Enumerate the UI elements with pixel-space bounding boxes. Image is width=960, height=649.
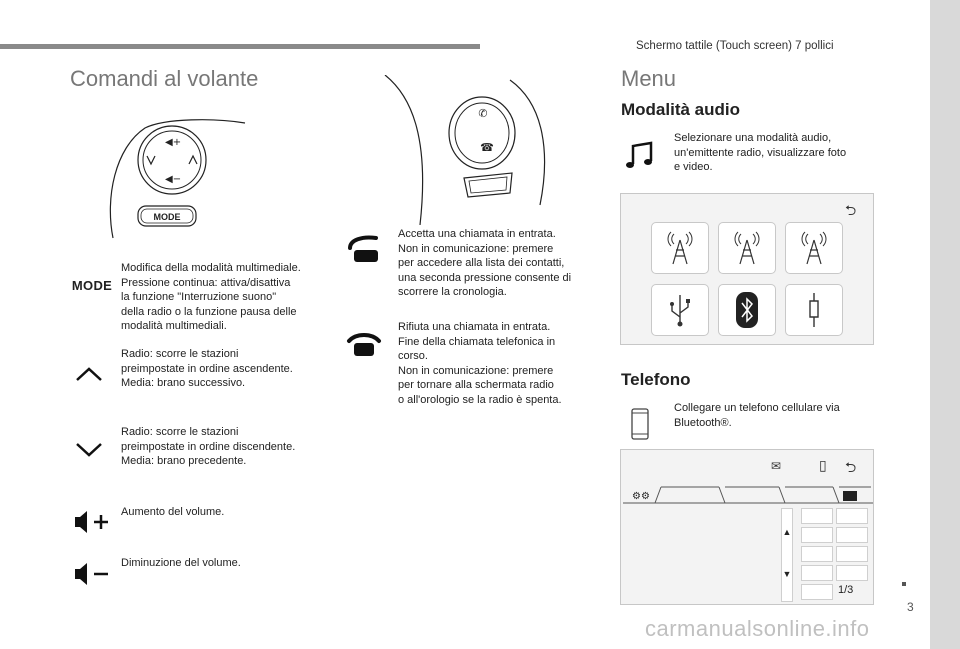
page-indicator: 1/3 xyxy=(838,584,854,596)
contact-cell[interactable] xyxy=(801,584,833,600)
volume-up-description: Aumento del volume. xyxy=(121,506,225,518)
phone-answer-description: Accetta una chiamata in entrata. Non in comunicazione: premere per accedere alla lista dei contatti, una seconda pressione consente di scorrere la cronologia. xyxy=(398,228,572,298)
bluetooth-tile[interactable] xyxy=(718,284,776,336)
contact-cell[interactable] xyxy=(836,508,868,524)
audio-description: Selezionare una modalità audio, un'emittente radio, visualizzare foto e video. xyxy=(674,132,847,173)
scroll-down-icon[interactable]: ▼ xyxy=(782,569,792,579)
phone-tabs xyxy=(623,484,873,504)
right-margin-bar xyxy=(930,0,960,649)
aux-jack-icon xyxy=(806,291,822,329)
phone-hangup-description: Rifiuta una chiamata in entrata. Fine della chiamata telefonica in corso. Non in comunicazione: premere per tornare alla schermata radio o all'orologio se la radio è spenta. xyxy=(398,321,562,406)
back-arrow-icon[interactable]: ⮌ xyxy=(845,459,857,475)
svg-text:◀+: ◀+ xyxy=(165,137,182,148)
page-header: Schermo tattile (Touch screen) 7 pollici xyxy=(636,40,834,52)
chevron-down-description: Radio: scorre le stazioni preimpostate in ordine discendente. Media: brano precedente. xyxy=(121,426,296,467)
phone-screen-mockup xyxy=(620,449,874,605)
contact-cell[interactable] xyxy=(836,546,868,562)
back-arrow-icon[interactable]: ⮌ xyxy=(845,202,857,218)
mode-description: Modifica della modalità multimediale. Pressione continua: attiva/disattiva la funzione "Interruzione suono" della radio o la funzione pausa delle modalità multimediali. xyxy=(121,262,301,332)
radio-dab-tile[interactable] xyxy=(785,222,843,274)
scroll-column[interactable] xyxy=(781,508,793,602)
scroll-up-icon[interactable]: ▲ xyxy=(782,527,792,537)
audio-heading: Modalità audio xyxy=(621,100,740,119)
antenna-icon xyxy=(799,230,829,266)
top-rule xyxy=(0,44,480,49)
watermark: carmanualsonline.info xyxy=(645,616,870,641)
volume-up-icon xyxy=(72,508,112,536)
music-note-icon xyxy=(622,138,658,174)
chevron-up-description: Radio: scorre le stazioni preimpostate in ordine ascendente. Media: brano successivo. xyxy=(121,348,293,389)
contact-cell[interactable] xyxy=(836,527,868,543)
audio-screen-mockup xyxy=(620,193,874,345)
phone-hangup-icon xyxy=(345,330,383,360)
radio-fm-tile[interactable] xyxy=(651,222,709,274)
bluetooth-icon xyxy=(736,292,758,328)
phone-answer-icon xyxy=(345,233,383,265)
section-title-menu: Menu xyxy=(621,66,677,91)
section-title-steering-controls: Comandi al volante xyxy=(70,66,259,91)
svg-text:☎: ☎ xyxy=(480,141,494,154)
svg-text:MODE: MODE xyxy=(153,212,181,222)
message-icon[interactable]: ✉ xyxy=(771,459,782,473)
svg-text:◀−: ◀− xyxy=(165,174,182,185)
radio-am-tile[interactable] xyxy=(718,222,776,274)
phone-description: Collegare un telefono cellulare via Bluetooth®. xyxy=(674,402,840,429)
chevron-up-icon xyxy=(72,364,106,384)
chevron-down-icon xyxy=(72,440,106,460)
svg-text:⚙⚙: ⚙⚙ xyxy=(632,491,650,502)
mode-button-icon: MODE xyxy=(71,277,113,293)
steering-controls-illustration xyxy=(105,118,255,243)
svg-text:✆: ✆ xyxy=(478,107,488,120)
volume-down-icon xyxy=(72,560,112,588)
phone-settings-icon[interactable]: ▯ xyxy=(819,457,827,473)
smartphone-icon xyxy=(627,405,653,443)
antenna-icon xyxy=(732,230,762,266)
usb-icon xyxy=(668,293,692,327)
volume-down-description: Diminuzione del volume. xyxy=(121,557,241,569)
contact-cell[interactable] xyxy=(836,565,868,581)
contact-cell[interactable] xyxy=(801,546,833,562)
antenna-icon xyxy=(665,230,695,266)
steering-phone-illustration xyxy=(380,75,550,225)
phone-heading: Telefono xyxy=(621,370,691,389)
page-marker xyxy=(902,582,906,586)
usb-tile[interactable] xyxy=(651,284,709,336)
contact-cell[interactable] xyxy=(801,565,833,581)
aux-tile[interactable] xyxy=(785,284,843,336)
contact-cell[interactable] xyxy=(801,527,833,543)
contact-cell[interactable] xyxy=(801,508,833,524)
page-number: 3 xyxy=(907,600,914,614)
